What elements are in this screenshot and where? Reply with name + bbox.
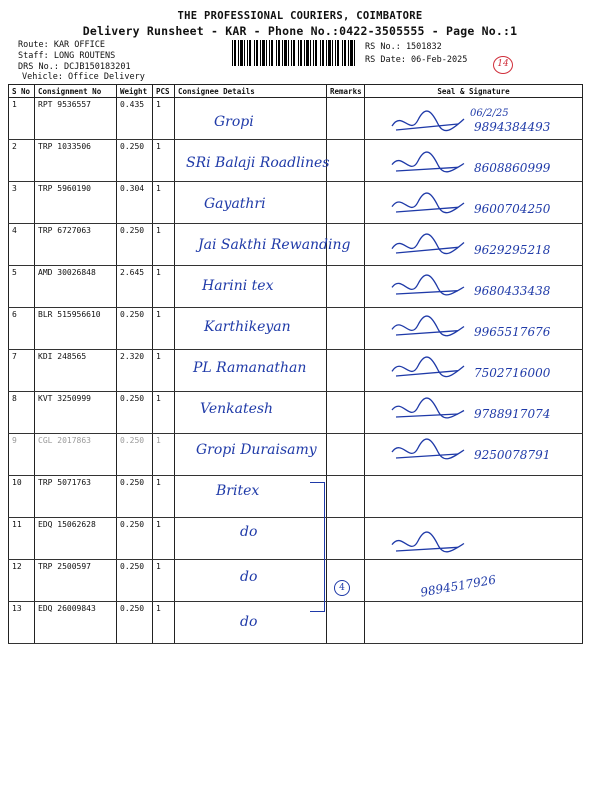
handwritten-phone: 7502716000	[474, 366, 551, 380]
route-text: Route: KAR OFFICE	[18, 40, 105, 50]
handwritten-phone: 9600704250	[474, 202, 551, 216]
row-pcs: 1	[153, 350, 175, 392]
barcode-bar	[262, 40, 265, 66]
row-remarks	[327, 434, 365, 476]
handwritten-phone: 9629295218	[474, 243, 551, 257]
row-sno: 5	[9, 266, 35, 308]
row-pcs: 1	[153, 602, 175, 644]
row-remarks	[327, 266, 365, 308]
row-weight: 0.250	[117, 518, 153, 560]
barcode-bar	[238, 40, 239, 66]
row-remarks	[327, 476, 365, 518]
barcode-bar	[328, 40, 331, 66]
handwritten-consignee: do	[240, 524, 258, 540]
col-remarks: Remarks	[327, 85, 365, 98]
table-row	[9, 518, 583, 560]
row-sno: 13	[9, 602, 35, 644]
row-pcs: 1	[153, 476, 175, 518]
row-pcs: 1	[153, 140, 175, 182]
table-row	[9, 560, 583, 602]
barcode-bar	[244, 40, 245, 66]
barcode-bar	[288, 40, 289, 66]
barcode-bar	[337, 40, 339, 66]
bracket-mark: 4	[334, 580, 350, 596]
barcode-bar	[342, 40, 343, 66]
row-remarks	[327, 602, 365, 644]
row-sno: 3	[9, 182, 35, 224]
row-pcs: 1	[153, 518, 175, 560]
row-weight: 0.435	[117, 98, 153, 140]
vehicle-text: Vehicle: Office Delivery	[22, 72, 145, 82]
handwritten-consignee: Britex	[216, 483, 260, 499]
staff-text: Staff: LONG ROUTENS	[18, 51, 116, 61]
barcode-bar	[332, 40, 333, 66]
barcode-bar	[260, 40, 261, 66]
barcode-bar	[276, 40, 277, 66]
row-weight: 0.250	[117, 602, 153, 644]
barcode-bar	[249, 40, 251, 66]
rs-number: RS No.: 1501832	[365, 42, 442, 52]
row-pcs: 1	[153, 98, 175, 140]
row-sno: 12	[9, 560, 35, 602]
barcode-bar	[271, 40, 273, 66]
handwritten-consignee: SRi Balaji Roadlines	[186, 155, 330, 171]
row-weight: 2.320	[117, 350, 153, 392]
company-title: THE PROFESSIONAL COURIERS, COIMBATORE	[177, 10, 423, 22]
handwritten-phone: 9788917074	[474, 407, 551, 421]
row-remarks	[327, 518, 365, 560]
row-weight: 0.250	[117, 476, 153, 518]
col-pcs: PCS	[153, 85, 175, 98]
barcode-bar	[266, 40, 267, 66]
barcode-bar	[240, 40, 243, 66]
handwritten-phone: 8608860999	[474, 161, 551, 175]
row-sno: 8	[9, 392, 35, 434]
row-pcs: 1	[153, 434, 175, 476]
barcode-bar	[344, 40, 346, 66]
barcode-bar	[320, 40, 321, 66]
signature-scribble	[388, 395, 468, 425]
row-signature-cell	[365, 476, 583, 518]
barcode-bar	[310, 40, 311, 66]
row-consignment-no: AMD 30026848	[35, 266, 117, 308]
page-stamp: 14	[493, 56, 513, 74]
col-sno: S No	[9, 85, 35, 98]
barcode-bar	[247, 40, 248, 66]
row-weight: 2.645	[117, 266, 153, 308]
barcode-bar	[326, 40, 327, 66]
signature-scribble	[388, 108, 468, 138]
signature-scribble	[388, 272, 468, 302]
signature-scribble	[388, 190, 468, 220]
col-consignment: Consignment No	[35, 85, 117, 98]
barcode-bar	[354, 40, 355, 66]
col-consignee: Consignee Details	[175, 85, 327, 98]
row-consignment-no: TRP 6727063	[35, 224, 117, 266]
signature-scribble	[388, 354, 468, 384]
barcode-bar	[304, 40, 305, 66]
row-consignment-no: RPT 9536557	[35, 98, 117, 140]
row-sno: 4	[9, 224, 35, 266]
drs-text: DRS No.: DCJB150183201	[18, 62, 131, 72]
barcode-bar	[306, 40, 309, 66]
row-consignment-no: TRP 1033506	[35, 140, 117, 182]
handwritten-consignee: do	[240, 614, 258, 630]
handwritten-consignee: Gropi	[214, 114, 254, 130]
barcode-bar	[298, 40, 299, 66]
row-weight: 0.304	[117, 182, 153, 224]
handwritten-consignee: Gropi Duraisamy	[196, 442, 317, 458]
handwritten-consignee: do	[240, 569, 258, 585]
row-weight: 0.250	[117, 224, 153, 266]
barcode-bar	[293, 40, 295, 66]
signature-scribble	[388, 149, 468, 179]
row-remarks	[327, 140, 365, 182]
row-consignment-no: TRP 2500597	[35, 560, 117, 602]
runsheet-title: Delivery Runsheet - KAR - Phone No.:0422-3505555 - Page No.:1	[82, 24, 518, 38]
row-weight: 0.250	[117, 434, 153, 476]
row-signature-cell	[365, 602, 583, 644]
row-remarks	[327, 182, 365, 224]
barcode-bar	[254, 40, 255, 66]
row-consignment-no: EDQ 26009843	[35, 602, 117, 644]
row-consignment-no: TRP 5960190	[35, 182, 117, 224]
signature-scribble	[388, 436, 468, 466]
row-sno: 10	[9, 476, 35, 518]
row-pcs: 1	[153, 266, 175, 308]
barcode-bar	[348, 40, 349, 66]
handwritten-consignee: Jai Sakthi Rewanding	[198, 237, 351, 253]
barcode-bar	[313, 40, 314, 66]
handwritten-phone: 9965517676	[474, 325, 551, 339]
handwritten-consignee: Gayathri	[204, 196, 266, 212]
barcode-bar	[232, 40, 233, 66]
col-signature: Seal & Signature	[365, 85, 583, 98]
row-pcs: 1	[153, 560, 175, 602]
row-weight: 0.250	[117, 560, 153, 602]
row-consignment-no: BLR 515956610	[35, 308, 117, 350]
row-remarks	[327, 308, 365, 350]
row-sno: 11	[9, 518, 35, 560]
row-sno: 9	[9, 434, 35, 476]
row-weight: 0.250	[117, 392, 153, 434]
row-remarks	[327, 98, 365, 140]
row-sno: 7	[9, 350, 35, 392]
barcode-bar	[315, 40, 317, 66]
barcode-bar	[269, 40, 270, 66]
handwritten-consignee: Harini tex	[202, 278, 274, 294]
barcode-bar	[335, 40, 336, 66]
barcode-bar	[322, 40, 324, 66]
handwritten-phone: 9894517926	[419, 572, 497, 600]
signature-scribble	[388, 313, 468, 343]
row-pcs: 1	[153, 308, 175, 350]
barcode-bar	[300, 40, 302, 66]
barcode-bar	[234, 40, 236, 66]
handwritten-consignee: PL Ramanathan	[193, 360, 307, 376]
row-consignment-no: TRP 5071763	[35, 476, 117, 518]
handwritten-consignee: Venkatesh	[200, 401, 274, 417]
row-weight: 0.250	[117, 140, 153, 182]
row-consignment-no: CGL 2017863	[35, 434, 117, 476]
barcode-bar	[284, 40, 287, 66]
rs-date: RS Date: 06-Feb-2025	[365, 55, 468, 65]
handwritten-phone: 9250078791	[474, 448, 551, 462]
row-remarks	[327, 350, 365, 392]
barcode-bar	[278, 40, 280, 66]
signature-scribble	[388, 231, 468, 261]
handwritten-date: 06/2/25	[470, 108, 509, 119]
row-pcs: 1	[153, 224, 175, 266]
barcode-bar	[282, 40, 283, 66]
row-sno: 2	[9, 140, 35, 182]
row-sno: 1	[9, 98, 35, 140]
barcode-bar	[256, 40, 258, 66]
ditto-bracket	[310, 482, 325, 612]
handwritten-phone: 9894384493	[474, 120, 551, 134]
barcode-bar	[350, 40, 353, 66]
table-row	[9, 476, 583, 518]
row-sno: 6	[9, 308, 35, 350]
col-weight: Weight	[117, 85, 153, 98]
row-consignment-no: KVT 3250999	[35, 392, 117, 434]
handwritten-consignee: Karthikeyan	[204, 319, 291, 335]
row-consignment-no: EDQ 15062628	[35, 518, 117, 560]
table-row	[9, 602, 583, 644]
barcode-bar	[291, 40, 292, 66]
row-consignment-no: KDI 248565	[35, 350, 117, 392]
row-weight: 0.250	[117, 308, 153, 350]
row-pcs: 1	[153, 392, 175, 434]
signature-scribble	[388, 529, 468, 559]
row-remarks	[327, 392, 365, 434]
row-pcs: 1	[153, 182, 175, 224]
barcode	[232, 40, 357, 66]
handwritten-phone: 9680433438	[474, 284, 551, 298]
